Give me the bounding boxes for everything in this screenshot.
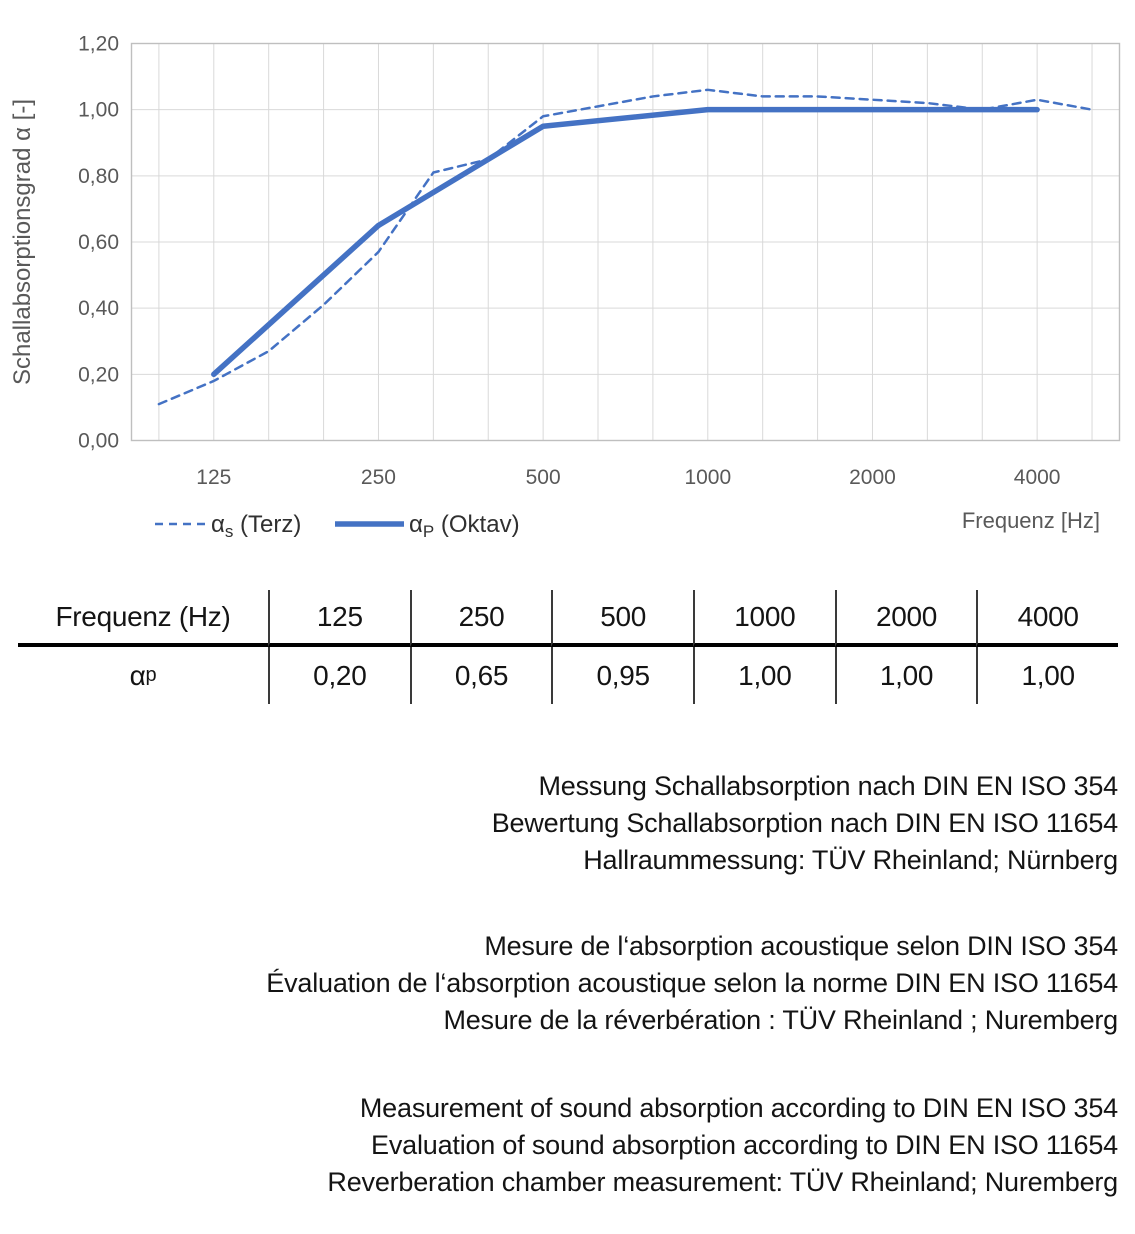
- table-value-500: 0,95: [551, 647, 693, 704]
- note-english-line-1: Measurement of sound absorption according to DIN EN ISO 354: [359, 1093, 1118, 1123]
- y-tick-label: 1,00: [78, 98, 119, 122]
- note-english-line-2: Evaluation of sound absorption according to DIN EN ISO 11654: [371, 1130, 1118, 1160]
- table-row-label-alpha-p: [18, 647, 268, 704]
- y-tick-label: 1,20: [78, 32, 119, 56]
- x-tick-label: 2000: [849, 466, 896, 489]
- note-french-line-3: Mesure de la réverbération : TÜV Rheinland ; Nuremberg: [443, 1005, 1118, 1035]
- note-english-line-3: Reverberation chamber measurement: TÜV Rheinland; Nuremberg: [327, 1167, 1118, 1197]
- sound-absorption-chart: [0, 0, 1135, 575]
- absorption-chart-svg: [0, 0, 1135, 575]
- table-value-1000: 1,00: [693, 647, 835, 704]
- note-german-line-1: Messung Schallabsorption nach DIN EN ISO 354: [538, 771, 1118, 801]
- y-tick-label: 0,00: [78, 429, 119, 453]
- x-tick-label: 500: [525, 466, 561, 489]
- y-axis-title: Schallabsorptionsgrad α [-]: [9, 98, 36, 386]
- note-german-line-2: Bewertung Schallabsorption nach DIN EN ISO 11654: [491, 808, 1118, 838]
- table-header-2000: 2000: [835, 590, 977, 647]
- alpha-subscript: p: [145, 664, 157, 686]
- x-tick-label: 250: [360, 466, 396, 489]
- table-header-250: 250: [410, 590, 552, 647]
- note-german-line-3: Hallraummessung: TÜV Rheinland; Nürnberg: [583, 845, 1118, 875]
- y-tick-label: 0,20: [78, 363, 119, 387]
- table-value-4000: 1,00: [976, 647, 1118, 704]
- table-header-500: 500: [551, 590, 693, 647]
- note-french-line-1: Mesure de l‘absorption acoustique selon DIN ISO 354: [484, 931, 1118, 961]
- x-axis-title: Frequenz [Hz]: [961, 508, 1100, 533]
- y-tick-label: 0,40: [78, 297, 119, 321]
- note-french: [17, 928, 1118, 1039]
- table-header-1000: 1000: [693, 590, 835, 647]
- series-alpha-s-line: [159, 90, 1092, 404]
- table-value-250: 0,65: [410, 647, 552, 704]
- table-header-frequency: Frequenz (Hz): [18, 590, 268, 647]
- table-value-2000: 1,00: [835, 647, 977, 704]
- table-value-125: 0,20: [268, 647, 410, 704]
- note-english: [17, 1090, 1118, 1201]
- x-tick-label: 1000: [684, 466, 732, 489]
- legend-label-alpha-s: $\alpha_s$ (Terz): [211, 511, 302, 541]
- legend-label-alpha-p: $\alpha_P$ (Oktav): [409, 511, 520, 541]
- note-german: [17, 768, 1118, 879]
- x-tick-label: 4000: [1013, 466, 1061, 489]
- alpha-symbol: α: [129, 659, 146, 691]
- note-french-line-2: Évaluation de l‘absorption acoustique selon la norme DIN EN ISO 11654: [266, 968, 1118, 998]
- y-tick-label: 0,60: [78, 231, 119, 254]
- y-tick-label: 0,80: [78, 164, 119, 188]
- absorption-table: [18, 590, 1118, 704]
- x-tick-label: 125: [196, 466, 232, 489]
- table-header-4000: 4000: [976, 590, 1118, 647]
- table-header-125: 125: [268, 590, 410, 647]
